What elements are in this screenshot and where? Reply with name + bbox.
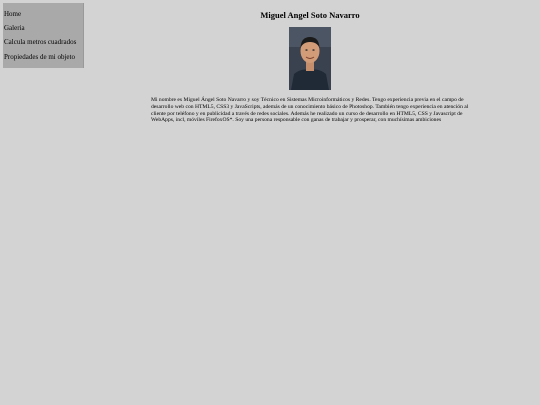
bio-paragraph: Mi nombre es Miguel Ángel Soto Navarro y soy Técnico en Sistemas Microinformáticos y Redes. Tengo experiencia previa en el campo de desarrollo web con HTML5, CSS3 y JavaScripts, además de un conocimiento básico de Photoshop. También tengo experiencia en atención al cliente por teléfono y en publicidad a través de redes sociales. Además he realizado un curso de desarrollo en HTML5, CSS y Javascript de WebApps, incl, móviles FirefoxOS*. Soy una persona responsable con ganas de trabajar y prosperar, con muchísimas ambiciones [151, 97, 469, 124]
nav-item-galeria[interactable]: Galeria [4, 24, 25, 32]
profile-photo [289, 27, 331, 90]
nav-item-propiedades-objeto[interactable]: Propiedades de mi objeto [4, 53, 75, 61]
profile-photo-image [289, 27, 331, 90]
nav-item-home[interactable]: Home [4, 10, 22, 18]
nav-item-calcula-metros[interactable]: Calcula metros cuadrados [4, 38, 77, 46]
page-title: Miguel Angel Soto Navarro [260, 10, 360, 20]
sidebar-nav [3, 3, 84, 68]
